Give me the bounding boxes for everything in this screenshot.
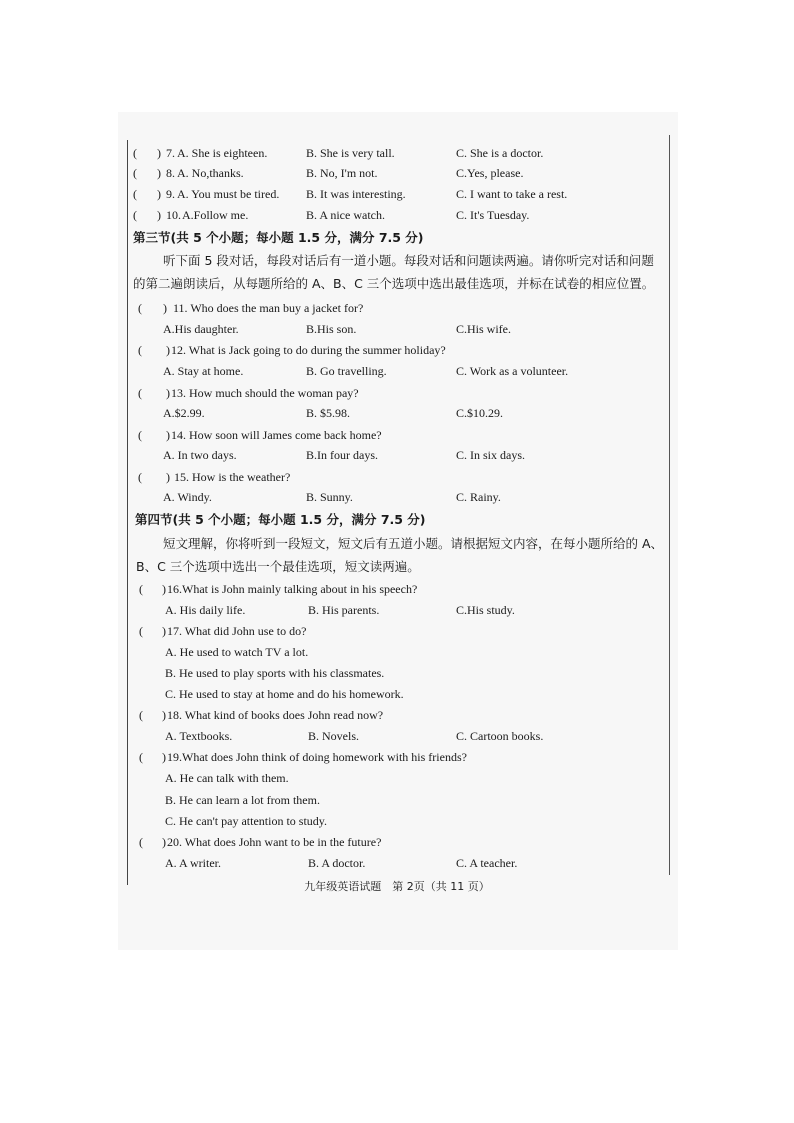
question-text: 11. Who does the man buy a jacket for?: [173, 301, 364, 315]
question-text: 15. How is the weather?: [174, 470, 291, 484]
option-c: C. Cartoon books.: [456, 729, 544, 743]
section4-title: 第四节(共 5 个小题；每小题 1.5 分，满分 7.5 分): [135, 512, 426, 527]
option-c: C. Rainy.: [456, 490, 501, 504]
answer-paren-open: (: [138, 470, 142, 484]
answer-paren-close: ): [166, 386, 170, 400]
option-a: A. In two days.: [163, 448, 237, 462]
option-c: C. He can't pay attention to study.: [165, 814, 328, 828]
option-c: C. A teacher.: [456, 856, 518, 870]
answer-paren-close: ): [157, 208, 161, 222]
option-a: A. Stay at home.: [163, 364, 244, 378]
option-c: C. In six days.: [456, 448, 525, 462]
question-row: [0, 298, 794, 318]
option-a: A. His daily life.: [165, 603, 246, 617]
option-a: A. He can talk with them.: [165, 771, 289, 785]
question-text: 12. What is Jack going to do during the summer holiday?: [171, 343, 446, 357]
option-c: C.Yes, please.: [456, 166, 524, 180]
answer-paren-close: ): [162, 708, 166, 722]
option-a: A. She is eighteen.: [177, 146, 268, 160]
question-row: [0, 621, 794, 641]
option-c: C. Work as a volunteer.: [456, 364, 569, 378]
question-text: 16.What is John mainly talking about in his speech?: [167, 582, 418, 596]
section3-title: 第三节(共 5 个小题；每小题 1.5 分，满分 7.5 分): [133, 230, 424, 245]
options-row: [0, 361, 794, 381]
answer-paren-open: (: [139, 624, 143, 638]
answer-paren-close: ): [166, 428, 170, 442]
option-b: B. $5.98.: [306, 406, 351, 420]
section4-instructions-line1: 短文理解，你将听到一段短文，短文后有五道小题。请根据短文内容，在每小题所给的 A、: [163, 536, 664, 551]
option-line: [0, 642, 794, 662]
option-c: C. I want to take a rest.: [456, 187, 568, 201]
section4-instructions-line2: B、C 三个选项中选出一个最佳选项，短文读两遍。: [136, 559, 420, 574]
question-row: [0, 467, 794, 487]
question-row: [0, 184, 794, 204]
question-row: [0, 205, 794, 225]
answer-paren-close: ): [157, 166, 161, 180]
option-b: B. Novels.: [308, 729, 359, 743]
question-row: [0, 832, 794, 852]
options-row: [0, 853, 794, 873]
answer-paren-close: ): [162, 582, 166, 596]
question-row: [0, 425, 794, 445]
option-b: B. It was interesting.: [306, 187, 406, 201]
answer-paren-close: ): [166, 470, 170, 484]
section3-instructions-line2: 的第二遍朗读后，从每题所给的 A、B、C 三个选项中选出最佳选项，并标在试卷的相应位置。: [133, 276, 655, 291]
answer-paren-close: ): [162, 750, 166, 764]
question-text: 17. What did John use to do?: [167, 624, 307, 638]
option-b: B. Sunny.: [306, 490, 353, 504]
option-c: C. It's Tuesday.: [456, 208, 530, 222]
option-b: B.In four days.: [306, 448, 378, 462]
options-row: [0, 726, 794, 746]
option-b: B. Go travelling.: [306, 364, 387, 378]
question-text: 19.What does John think of doing homework with his friends?: [167, 750, 467, 764]
answer-paren-open: (: [133, 166, 137, 180]
option-a: A.Follow me.: [182, 208, 249, 222]
question-row: [0, 579, 794, 599]
option-c: C.$10.29.: [456, 406, 504, 420]
option-b: B. His parents.: [308, 603, 380, 617]
answer-paren-open: (: [133, 208, 137, 222]
answer-paren-open: (: [138, 386, 142, 400]
answer-paren-open: (: [133, 146, 137, 160]
answer-paren-close: ): [166, 343, 170, 357]
option-b: B. He can learn a lot from them.: [165, 793, 320, 807]
option-line: [0, 811, 794, 831]
question-row: [0, 143, 794, 163]
options-row: [0, 487, 794, 507]
option-line: [0, 790, 794, 810]
answer-paren-open: (: [133, 187, 137, 201]
answer-paren-close: ): [162, 835, 166, 849]
option-a: A. Textbooks.: [165, 729, 233, 743]
question-row: [0, 705, 794, 725]
answer-paren-open: (: [138, 301, 142, 315]
option-c: C.His wife.: [456, 322, 511, 336]
question-number: 9.: [166, 187, 175, 201]
option-a: A. You must be tired.: [177, 187, 280, 201]
question-number: 7.: [166, 146, 175, 160]
option-b: B.His son.: [306, 322, 357, 336]
option-c: C. She is a doctor.: [456, 146, 544, 160]
option-a: A. He used to watch TV a lot.: [165, 645, 309, 659]
question-row: [0, 163, 794, 183]
answer-paren-open: (: [139, 835, 143, 849]
page-footer: 九年级英语试题 第 2页（共 11 页）: [304, 880, 490, 893]
option-c: C.His study.: [456, 603, 515, 617]
option-b: B. She is very tall.: [306, 146, 395, 160]
answer-paren-open: (: [138, 428, 142, 442]
option-a: A.$2.99.: [163, 406, 205, 420]
answer-paren-open: (: [139, 708, 143, 722]
question-number: 8.: [166, 166, 175, 180]
question-text: 20. What does John want to be in the future?: [167, 835, 382, 849]
question-text: 14. How soon will James come back home?: [171, 428, 382, 442]
answer-paren-close: ): [157, 146, 161, 160]
option-b: B. He used to play sports with his classmates.: [165, 666, 385, 680]
option-line: [0, 684, 794, 704]
answer-paren-close: ): [157, 187, 161, 201]
question-number: 10.: [166, 208, 181, 222]
question-row: [0, 383, 794, 403]
option-b: B. A nice watch.: [306, 208, 385, 222]
option-a: A. A writer.: [165, 856, 221, 870]
answer-paren-open: (: [138, 343, 142, 357]
option-a: A.His daughter.: [163, 322, 239, 336]
option-b: B. A doctor.: [308, 856, 366, 870]
option-a: A. No,thanks.: [177, 166, 244, 180]
options-row: [0, 445, 794, 465]
option-line: [0, 768, 794, 788]
option-b: B. No, I'm not.: [306, 166, 378, 180]
option-line: [0, 663, 794, 683]
answer-paren-close: ): [162, 624, 166, 638]
answer-paren-open: (: [139, 582, 143, 596]
options-row: [0, 600, 794, 620]
question-row: [0, 340, 794, 360]
question-text: 18. What kind of books does John read now?: [167, 708, 384, 722]
section3-instructions-line1: 听下面 5 段对话，每段对话后有一道小题。每段对话和问题读两遍。请你听完对话和问题: [163, 253, 654, 268]
options-row: [0, 403, 794, 423]
option-a: A. Windy.: [163, 490, 212, 504]
options-row: [0, 319, 794, 339]
question-text: 13. How much should the woman pay?: [171, 386, 359, 400]
option-c: C. He used to stay at home and do his homework.: [165, 687, 404, 701]
question-row: [0, 747, 794, 767]
answer-paren-open: (: [139, 750, 143, 764]
answer-paren-close: ): [163, 301, 167, 315]
